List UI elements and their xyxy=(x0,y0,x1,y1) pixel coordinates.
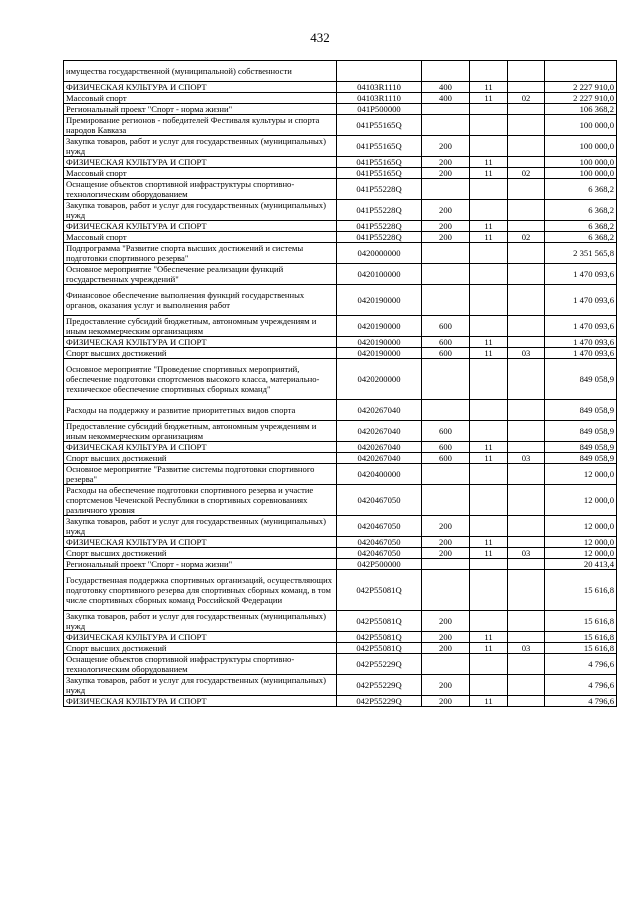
subsection-cell xyxy=(508,611,545,632)
expense-type-cell xyxy=(422,485,470,516)
amount-cell: 849 058,9 xyxy=(545,421,617,442)
section-cell xyxy=(470,570,508,611)
table-row xyxy=(64,559,617,570)
table-row xyxy=(64,453,617,464)
section-cell xyxy=(470,285,508,316)
table-row xyxy=(64,464,617,485)
amount-cell: 12 000,0 xyxy=(545,464,617,485)
target-article-code-cell: 041P500000 xyxy=(337,104,422,115)
table-row xyxy=(64,232,617,243)
amount-cell: 2 227 910,0 xyxy=(545,82,617,93)
section-cell: 11 xyxy=(470,453,508,464)
amount-cell: 4 796,6 xyxy=(545,654,617,675)
amount-cell: 1 470 093,6 xyxy=(545,264,617,285)
section-cell xyxy=(470,559,508,570)
row-name-cell: Государственная поддержка спортивных организаций, осуществляющих подготовку спортивного резерва для спортивных сборных команд, в том числе спортивных сборных команд Российской Федерации xyxy=(64,570,337,611)
target-article-code-cell: 0420467050 xyxy=(337,537,422,548)
target-article-code-cell: 042P55081Q xyxy=(337,611,422,632)
row-name-cell: Закупка товаров, работ и услуг для государственных (муниципальных) нужд xyxy=(64,675,337,696)
expense-type-cell: 200 xyxy=(422,632,470,643)
amount-cell: 106 368,2 xyxy=(545,104,617,115)
amount-cell: 849 058,9 xyxy=(545,400,617,421)
table-row xyxy=(64,537,617,548)
row-name-cell: ФИЗИЧЕСКАЯ КУЛЬТУРА И СПОРТ xyxy=(64,696,337,707)
row-name-cell: Основное мероприятие "Развитие системы подготовки спортивного резерва" xyxy=(64,464,337,485)
target-article-code-cell: 042P55081Q xyxy=(337,632,422,643)
subsection-cell xyxy=(508,136,545,157)
amount-cell: 6 368,2 xyxy=(545,179,617,200)
row-name-cell: Оснащение объектов спортивной инфраструктуры спортивно-технологическим оборудованием xyxy=(64,179,337,200)
expense-type-cell: 600 xyxy=(422,316,470,337)
amount-cell xyxy=(545,61,617,82)
row-name-cell: Массовый спорт xyxy=(64,93,337,104)
row-name-cell: ФИЗИЧЕСКАЯ КУЛЬТУРА И СПОРТ xyxy=(64,157,337,168)
table-row xyxy=(64,611,617,632)
row-name-cell: имущества государственной (муниципальной) собственности xyxy=(64,61,337,82)
section-cell xyxy=(470,104,508,115)
expense-type-cell: 600 xyxy=(422,337,470,348)
table-row xyxy=(64,82,617,93)
table-row xyxy=(64,485,617,516)
table-row xyxy=(64,643,617,654)
section-cell: 11 xyxy=(470,168,508,179)
row-name-cell: Основное мероприятие "Обеспечение реализации функций государственных учреждений" xyxy=(64,264,337,285)
expense-type-cell: 600 xyxy=(422,348,470,359)
expense-type-cell: 600 xyxy=(422,453,470,464)
row-name-cell: Закупка товаров, работ и услуг для государственных (муниципальных) нужд xyxy=(64,516,337,537)
section-cell: 11 xyxy=(470,82,508,93)
row-name-cell: Спорт высших достижений xyxy=(64,348,337,359)
target-article-code-cell: 0420267040 xyxy=(337,453,422,464)
expense-type-cell: 200 xyxy=(422,537,470,548)
amount-cell: 849 058,9 xyxy=(545,359,617,400)
target-article-code-cell: 0420467050 xyxy=(337,516,422,537)
subsection-cell xyxy=(508,485,545,516)
target-article-code-cell: 0420267040 xyxy=(337,400,422,421)
table-row xyxy=(64,632,617,643)
subsection-cell: 03 xyxy=(508,643,545,654)
subsection-cell xyxy=(508,115,545,136)
target-article-code-cell: 0420400000 xyxy=(337,464,422,485)
target-article-code-cell: 042P55081Q xyxy=(337,643,422,654)
subsection-cell: 03 xyxy=(508,548,545,559)
subsection-cell xyxy=(508,675,545,696)
table-row xyxy=(64,243,617,264)
subsection-cell xyxy=(508,285,545,316)
table-row xyxy=(64,548,617,559)
amount-cell: 2 227 910,0 xyxy=(545,93,617,104)
section-cell xyxy=(470,675,508,696)
target-article-code-cell: 042P55229Q xyxy=(337,654,422,675)
expense-type-cell xyxy=(422,115,470,136)
table-row xyxy=(64,675,617,696)
table-row xyxy=(64,696,617,707)
target-article-code-cell: 0420267040 xyxy=(337,442,422,453)
section-cell: 11 xyxy=(470,93,508,104)
row-name-cell: Массовый спорт xyxy=(64,232,337,243)
expense-type-cell: 200 xyxy=(422,200,470,221)
section-cell xyxy=(470,400,508,421)
table-row xyxy=(64,359,617,400)
page-number: 432 xyxy=(310,30,330,45)
table-row xyxy=(64,136,617,157)
section-cell xyxy=(470,179,508,200)
section-cell xyxy=(470,200,508,221)
amount-cell: 6 368,2 xyxy=(545,200,617,221)
budget-table xyxy=(63,60,617,707)
row-name-cell: Спорт высших достижений xyxy=(64,548,337,559)
section-cell xyxy=(470,136,508,157)
section-cell: 11 xyxy=(470,643,508,654)
expense-type-cell: 200 xyxy=(422,548,470,559)
section-cell xyxy=(470,654,508,675)
expense-type-cell: 200 xyxy=(422,232,470,243)
target-article-code-cell: 0420190000 xyxy=(337,316,422,337)
table-row xyxy=(64,221,617,232)
amount-cell: 4 796,6 xyxy=(545,696,617,707)
expense-type-cell xyxy=(422,61,470,82)
section-cell: 11 xyxy=(470,442,508,453)
table-row xyxy=(64,516,617,537)
subsection-cell xyxy=(508,632,545,643)
section-cell: 11 xyxy=(470,221,508,232)
row-name-cell: Финансовое обеспечение выполнения функций государственных органов, оказания услуг и выполнения работ xyxy=(64,285,337,316)
target-article-code-cell: 0420000000 xyxy=(337,243,422,264)
target-article-code-cell: 0420267040 xyxy=(337,421,422,442)
target-article-code-cell: 0420190000 xyxy=(337,348,422,359)
section-cell: 11 xyxy=(470,537,508,548)
row-name-cell: ФИЗИЧЕСКАЯ КУЛЬТУРА И СПОРТ xyxy=(64,632,337,643)
table-row xyxy=(64,200,617,221)
target-article-code-cell: 041P55165Q xyxy=(337,157,422,168)
section-cell: 11 xyxy=(470,696,508,707)
amount-cell: 1 470 093,6 xyxy=(545,316,617,337)
amount-cell: 12 000,0 xyxy=(545,548,617,559)
section-cell xyxy=(470,264,508,285)
section-cell xyxy=(470,115,508,136)
expense-type-cell xyxy=(422,559,470,570)
subsection-cell xyxy=(508,464,545,485)
section-cell: 11 xyxy=(470,157,508,168)
subsection-cell xyxy=(508,316,545,337)
target-article-code-cell: 041P55228Q xyxy=(337,179,422,200)
target-article-code-cell: 0420100000 xyxy=(337,264,422,285)
subsection-cell: 02 xyxy=(508,168,545,179)
expense-type-cell xyxy=(422,400,470,421)
amount-cell: 12 000,0 xyxy=(545,485,617,516)
row-name-cell: ФИЗИЧЕСКАЯ КУЛЬТУРА И СПОРТ xyxy=(64,442,337,453)
expense-type-cell: 200 xyxy=(422,168,470,179)
target-article-code-cell: 0420190000 xyxy=(337,337,422,348)
section-cell xyxy=(470,61,508,82)
expense-type-cell xyxy=(422,264,470,285)
amount-cell: 2 351 565,8 xyxy=(545,243,617,264)
expense-type-cell xyxy=(422,179,470,200)
subsection-cell xyxy=(508,537,545,548)
table-row xyxy=(64,337,617,348)
subsection-cell: 03 xyxy=(508,453,545,464)
subsection-cell xyxy=(508,264,545,285)
subsection-cell xyxy=(508,179,545,200)
subsection-cell xyxy=(508,157,545,168)
target-article-code-cell: 041P55165Q xyxy=(337,136,422,157)
section-cell: 11 xyxy=(470,337,508,348)
table-row xyxy=(64,654,617,675)
table-row xyxy=(64,570,617,611)
table-row xyxy=(64,93,617,104)
amount-cell: 100 000,0 xyxy=(545,115,617,136)
section-cell xyxy=(470,243,508,264)
amount-cell: 100 000,0 xyxy=(545,168,617,179)
row-name-cell: Основное мероприятие "Проведение спортивных мероприятий, обеспечение подготовки спортсменов высокого класса, материально-техническое обеспечение спортивных сборных команд" xyxy=(64,359,337,400)
expense-type-cell xyxy=(422,654,470,675)
subsection-cell xyxy=(508,654,545,675)
expense-type-cell: 200 xyxy=(422,643,470,654)
amount-cell: 12 000,0 xyxy=(545,537,617,548)
expense-type-cell: 600 xyxy=(422,442,470,453)
subsection-cell: 02 xyxy=(508,93,545,104)
row-name-cell: Массовый спорт xyxy=(64,168,337,179)
section-cell xyxy=(470,421,508,442)
section-cell xyxy=(470,516,508,537)
amount-cell: 15 616,8 xyxy=(545,570,617,611)
expense-type-cell xyxy=(422,359,470,400)
amount-cell: 849 058,9 xyxy=(545,453,617,464)
section-cell xyxy=(470,359,508,400)
subsection-cell: 03 xyxy=(508,348,545,359)
table-row xyxy=(64,264,617,285)
expense-type-cell: 400 xyxy=(422,82,470,93)
amount-cell: 100 000,0 xyxy=(545,136,617,157)
section-cell xyxy=(470,464,508,485)
subsection-cell xyxy=(508,570,545,611)
row-name-cell: Премирование регионов - победителей Фестиваля культуры и спорта народов Кавказа xyxy=(64,115,337,136)
row-name-cell: Расходы на поддержку и развитие приоритетных видов спорта xyxy=(64,400,337,421)
row-name-cell: ФИЗИЧЕСКАЯ КУЛЬТУРА И СПОРТ xyxy=(64,221,337,232)
row-name-cell: Закупка товаров, работ и услуг для государственных (муниципальных) нужд xyxy=(64,200,337,221)
subsection-cell xyxy=(508,359,545,400)
table-row xyxy=(64,316,617,337)
subsection-cell xyxy=(508,61,545,82)
table-row xyxy=(64,61,617,82)
subsection-cell xyxy=(508,400,545,421)
expense-type-cell: 200 xyxy=(422,675,470,696)
amount-cell: 1 470 093,6 xyxy=(545,285,617,316)
section-cell: 11 xyxy=(470,548,508,559)
target-article-code-cell: 042P500000 xyxy=(337,559,422,570)
section-cell xyxy=(470,316,508,337)
subsection-cell xyxy=(508,442,545,453)
section-cell xyxy=(470,485,508,516)
subsection-cell xyxy=(508,221,545,232)
expense-type-cell xyxy=(422,570,470,611)
target-article-code-cell: 041P55228Q xyxy=(337,221,422,232)
target-article-code-cell: 042P55081Q xyxy=(337,570,422,611)
amount-cell: 4 796,6 xyxy=(545,675,617,696)
subsection-cell xyxy=(508,200,545,221)
table-row xyxy=(64,421,617,442)
table-row xyxy=(64,104,617,115)
target-article-code-cell: 041P55228Q xyxy=(337,200,422,221)
amount-cell: 12 000,0 xyxy=(545,516,617,537)
target-article-code-cell xyxy=(337,61,422,82)
subsection-cell xyxy=(508,696,545,707)
row-name-cell: Подпрограмма "Развитие спорта высших достижений и системы подготовки спортивного резерва" xyxy=(64,243,337,264)
table-row xyxy=(64,400,617,421)
amount-cell: 1 470 093,6 xyxy=(545,348,617,359)
target-article-code-cell: 042P55229Q xyxy=(337,696,422,707)
row-name-cell: ФИЗИЧЕСКАЯ КУЛЬТУРА И СПОРТ xyxy=(64,337,337,348)
row-name-cell: Предоставление субсидий бюджетным, автономным учреждениям и иным некоммерческим организациям xyxy=(64,316,337,337)
subsection-cell xyxy=(508,516,545,537)
amount-cell: 6 368,2 xyxy=(545,221,617,232)
section-cell: 11 xyxy=(470,348,508,359)
target-article-code-cell: 0420467050 xyxy=(337,485,422,516)
target-article-code-cell: 0420200000 xyxy=(337,359,422,400)
expense-type-cell: 200 xyxy=(422,136,470,157)
row-name-cell: Спорт высших достижений xyxy=(64,643,337,654)
target-article-code-cell: 04103R1110 xyxy=(337,93,422,104)
table-row xyxy=(64,442,617,453)
section-cell: 11 xyxy=(470,632,508,643)
expense-type-cell: 200 xyxy=(422,696,470,707)
row-name-cell: Закупка товаров, работ и услуг для государственных (муниципальных) нужд xyxy=(64,611,337,632)
row-name-cell: Расходы на обеспечение подготовки спортивного резерва и участие спортсменов Чеченской Республики в спортивных соревнованиях различного уровня xyxy=(64,485,337,516)
table-row xyxy=(64,285,617,316)
row-name-cell: Региональный проект "Спорт - норма жизни" xyxy=(64,104,337,115)
expense-type-cell xyxy=(422,243,470,264)
section-cell: 11 xyxy=(470,232,508,243)
expense-type-cell xyxy=(422,464,470,485)
expense-type-cell xyxy=(422,285,470,316)
expense-type-cell: 200 xyxy=(422,221,470,232)
expense-type-cell: 200 xyxy=(422,157,470,168)
target-article-code-cell: 0420467050 xyxy=(337,548,422,559)
subsection-cell xyxy=(508,337,545,348)
expense-type-cell: 200 xyxy=(422,516,470,537)
target-article-code-cell: 04103R1110 xyxy=(337,82,422,93)
amount-cell: 15 616,8 xyxy=(545,643,617,654)
amount-cell: 1 470 093,6 xyxy=(545,337,617,348)
table-row xyxy=(64,168,617,179)
expense-type-cell: 400 xyxy=(422,93,470,104)
target-article-code-cell: 041P55228Q xyxy=(337,232,422,243)
expense-type-cell: 200 xyxy=(422,611,470,632)
amount-cell: 849 058,9 xyxy=(545,442,617,453)
amount-cell: 15 616,8 xyxy=(545,611,617,632)
subsection-cell: 02 xyxy=(508,232,545,243)
target-article-code-cell: 041P55165Q xyxy=(337,168,422,179)
row-name-cell: Оснащение объектов спортивной инфраструктуры спортивно-технологическим оборудованием xyxy=(64,654,337,675)
table-row xyxy=(64,348,617,359)
row-name-cell: Региональный проект "Спорт - норма жизни" xyxy=(64,559,337,570)
target-article-code-cell: 0420190000 xyxy=(337,285,422,316)
target-article-code-cell: 041P55165Q xyxy=(337,115,422,136)
amount-cell: 100 000,0 xyxy=(545,157,617,168)
expense-type-cell xyxy=(422,104,470,115)
amount-cell: 20 413,4 xyxy=(545,559,617,570)
amount-cell: 6 368,2 xyxy=(545,232,617,243)
budget-table-body xyxy=(64,61,617,707)
subsection-cell xyxy=(508,421,545,442)
section-cell xyxy=(470,611,508,632)
target-article-code-cell: 042P55229Q xyxy=(337,675,422,696)
expense-type-cell: 600 xyxy=(422,421,470,442)
subsection-cell xyxy=(508,104,545,115)
table-row xyxy=(64,157,617,168)
row-name-cell: ФИЗИЧЕСКАЯ КУЛЬТУРА И СПОРТ xyxy=(64,537,337,548)
subsection-cell xyxy=(508,243,545,264)
row-name-cell: Спорт высших достижений xyxy=(64,453,337,464)
row-name-cell: Предоставление субсидий бюджетным, автономным учреждениям и иным некоммерческим организациям xyxy=(64,421,337,442)
table-row xyxy=(64,115,617,136)
row-name-cell: ФИЗИЧЕСКАЯ КУЛЬТУРА И СПОРТ xyxy=(64,82,337,93)
amount-cell: 15 616,8 xyxy=(545,632,617,643)
table-row xyxy=(64,179,617,200)
row-name-cell: Закупка товаров, работ и услуг для государственных (муниципальных) нужд xyxy=(64,136,337,157)
subsection-cell xyxy=(508,559,545,570)
subsection-cell xyxy=(508,82,545,93)
